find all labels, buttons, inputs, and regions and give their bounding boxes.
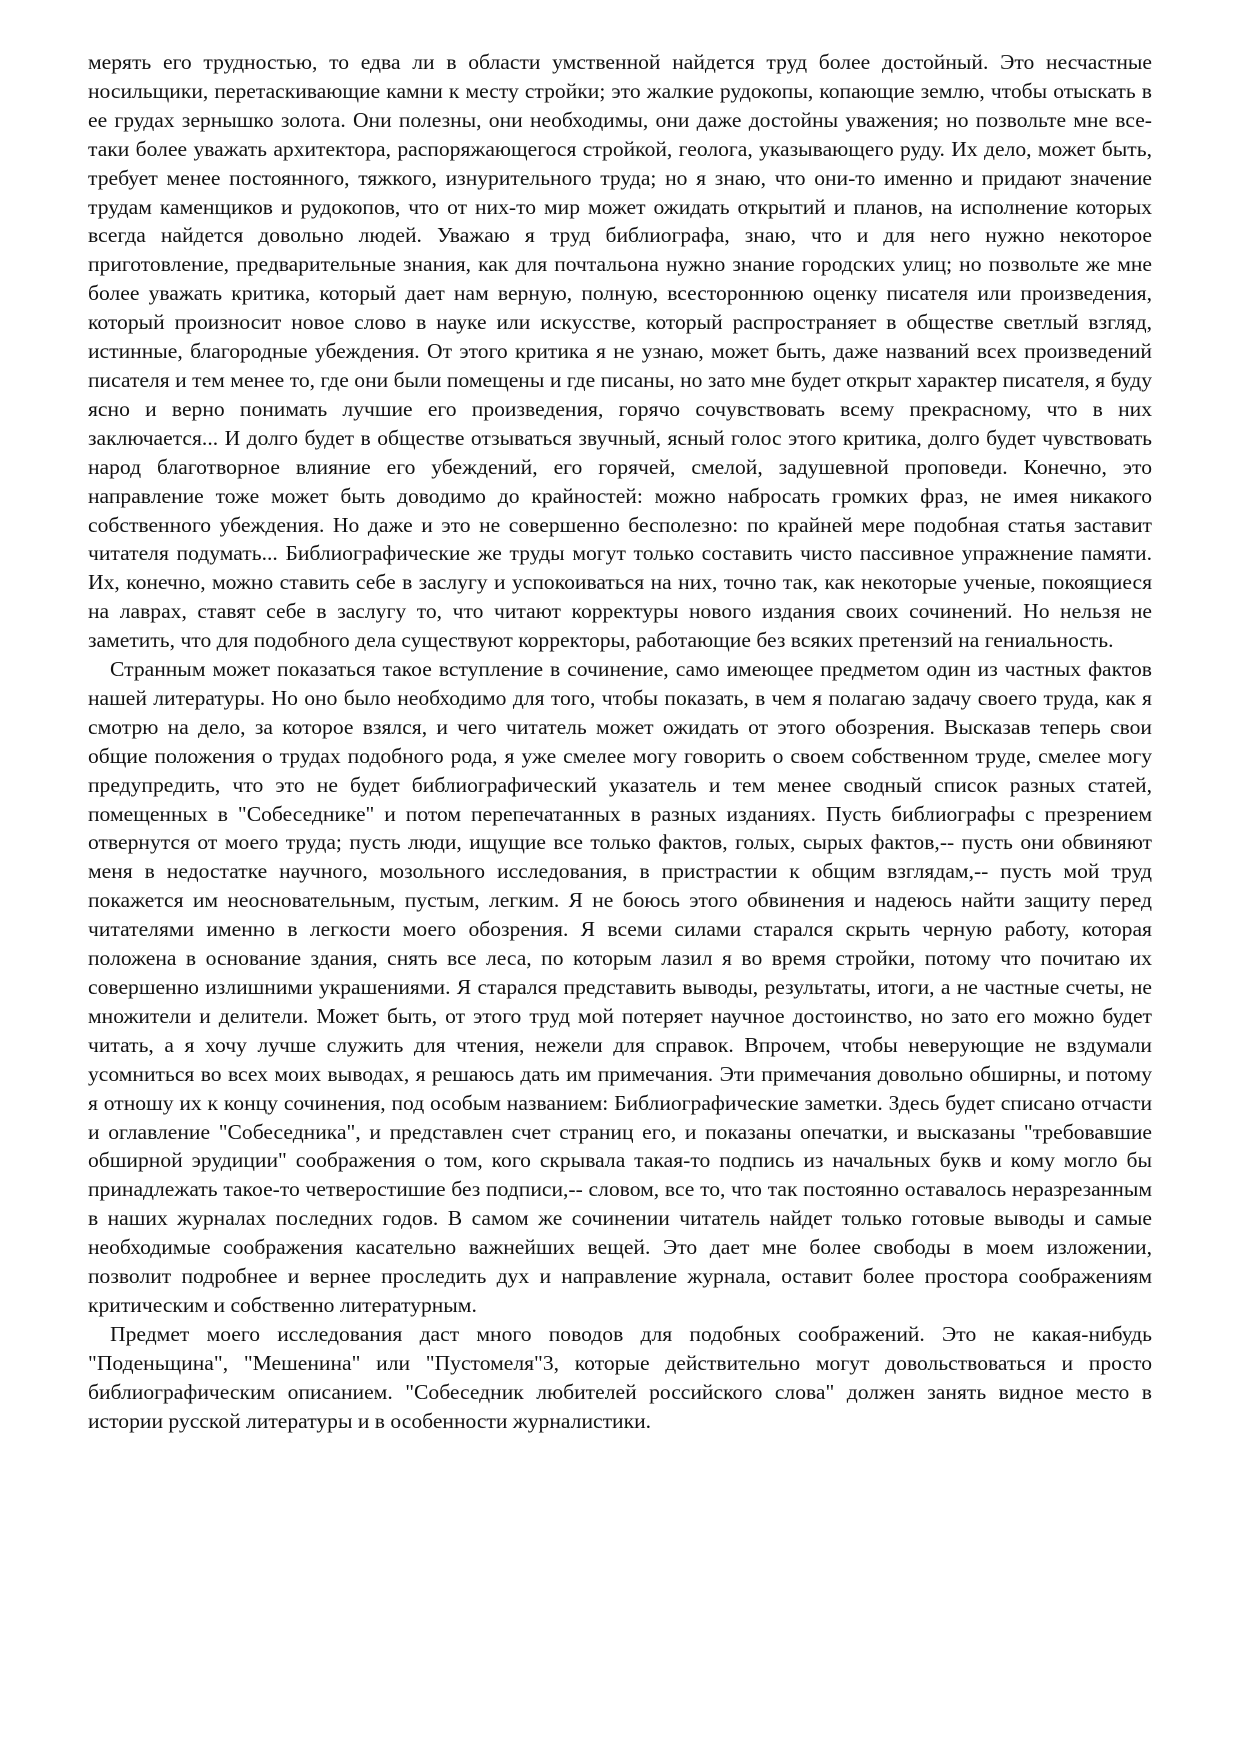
paragraph-introduction: Странным может показаться такое вступление в сочинение, само имеющее предметом один из частных фактов нашей литературы. Но оно было необходимо для того, чтобы показать, в чем я полагаю задачу своего труда, как я смотрю на дело, за которое взялся, и чего читатель может ожидать от этого обозрения. Высказав теперь свои общие положения о трудах подобного рода, я уже смелее могу говорить о своем собственном труде, смелее могу предупредить, что это не будет библиографический указатель и тем менее сводный список разных статей, помещенных в "Собеседнике" и потом перепечатанных в разных изданиях. Пусть библиографы с презрением отвернутся от моего труда; пусть люди, ищущие все только фактов, голых, сырых фактов,-- пусть они обвиняют меня в недостатке научного, мозольного исследования, в пристрастии к общим взглядам,-- пусть мой труд покажется им неосновательным, пустым, легким. Я не боюсь этого обвинения и надеюсь найти защиту перед читателями именно в легкости моего обозрения. Я всеми силами старался скрыть черную работу, которая положена в основание здания, снять все леса, по которым лазил я во время стройки, потому что почитаю их совершенно излишними украшениями. Я старался представить выводы, результаты, итоги, а не частные счеты, не множители и делители. Может быть, от этого труд мой потеряет научное достоинство, но зато его можно будет читать, а я хочу лучше служить для чтения, нежели для справок. Впрочем, чтобы неверующие не вздумали усомниться во всех моих выводах, я решаюсь дать им примечания. Эти примечания довольно обширны, и потому я отношу их к концу сочинения, под особым названием: Библиографические заметки. Здесь будет списано отчасти и оглавление "Собеседника", и представлен счет страниц его, и показаны опечатки, и высказаны "требовавшие обширной эрудиции" соображения о том, кого скрывала такая-то подпись из начальных букв и кому могло бы принадлежать такое-то четверостишие без подписи,-- словом, все то, что так постоянно оставалось неразрезанным в наших журналах последних годов. В самом же сочинении читатель найдет только готовые выводы и самые необходимые соображения касательно важнейших вещей. Это дает мне более свободы в моем изложении, позволит подробнее и вернее проследить дух и направление журнала, оставит более простора соображениям критическим и собственно литературным. xyxy=(88,657,1152,1317)
document-page xyxy=(88,48,1152,1718)
paragraph-continuation: мерять его трудностью, то едва ли в области умственной найдется труд более достойный. Это несчастные носильщики, перетаскивающие камни к месту стройки; это жалкие рудокопы, копающие землю, чтобы отыскать в ее грудах зернышко золота. Они полезны, они необходимы, они даже достойны уважения; но позвольте мне все-таки более уважать архитектора, распоряжающегося стройкой, геолога, указывающего руду. Их дело, может быть, требует менее постоянного, тяжкого, изнурительного труда; но я знаю, что они-то именно и придают значение трудам каменщиков и рудокопов, что от них-то мир может ожидать открытий и планов, на исполнение которых всегда найдется довольно людей. Уважаю я труд библиографа, знаю, что и для него нужно некоторое приготовление, предварительные знания, как для почтальона нужно знание городских улиц; но позвольте же мне более уважать критика, который дает нам верную, полную, всестороннюю оценку писателя или произведения, который произносит новое слово в науке или искусстве, который распространяет в обществе светлый взгляд, истинные, благородные убеждения. От этого критика я не узнаю, может быть, даже названий всех произведений писателя и тем менее то, где они были помещены и где писаны, но зато мне будет открыт характер писателя, я буду ясно и верно понимать лучшие его произведения, горячо сочувствовать всему прекрасному, что в них заключается... И долго будет в обществе отзываться звучный, ясный голос этого критика, долго будет чувствовать народ благотворное влияние его убеждений, его горячей, смелой, задушевной проповеди. Конечно, это направление тоже может быть доводимо до крайностей: можно набросать громких фраз, не имея никакого собственного убеждения. Но даже и это не совершенно бесполезно: по крайней мере подобная статья заставит читателя подумать... Библиографические же труды могут только составить чисто пассивное упражнение памяти. Их, конечно, можно ставить себе в заслугу и успокоиваться на них, точно так, как некоторые ученые, покоящиеся на лаврах, ставят себе в заслугу то, что читают корректуры нового издания своих сочинений. Но нельзя не заметить, что для подобного дела существуют корректоры, работающие без всяких претензий на гениальность. xyxy=(88,50,1152,653)
paragraph-subject: Предмет моего исследования даст много поводов для подобных соображений. Это не какая-нибудь "Поденьщина", "Мешенина" или "Пустомеля"3, которые действительно могут довольствоваться и просто библиографическим описанием. "Собеседник любителей российского слова" должен занять видное место в истории русской литературы и в особенности журналистики. xyxy=(88,1321,1152,1433)
